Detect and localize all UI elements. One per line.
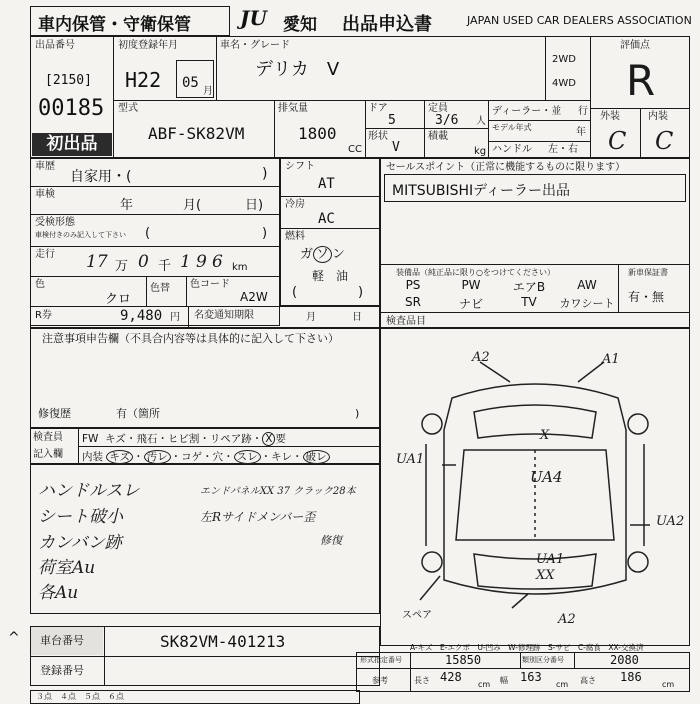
fuel-gas-text: ガ [300,247,314,262]
color-value: クロ [105,292,132,307]
registration-month-unit: 月 [203,86,213,97]
lot-sub-number: [2150] [45,73,92,88]
mark-ua4-roof: UA4 [530,468,563,486]
length-value: 428 [440,670,462,684]
mileage-man: 17 [86,252,108,272]
check-wear-circled: スレ [234,450,261,464]
repair-history-close: ) [355,407,360,420]
drive-4wd: 4WD [552,78,576,89]
sales-point-value: MITSUBISHIディーラー出品 [392,183,571,199]
tax-unit: 円 [170,312,180,323]
note-line-2: シート破小 [38,507,123,527]
mileage-label: 走行 [35,249,55,260]
length-label: 長さ [414,676,430,685]
equipment-sr: SR [405,295,421,309]
check-fw-label: FW [82,433,99,445]
mark-ua1-left: UA1 [396,452,425,467]
handle-options: 左・右 [548,144,578,155]
color-label: 色 [35,279,45,290]
registration-label: 初度登録年月 [118,40,178,51]
mark-a2-rear: A2 [558,612,576,627]
fuel-diesel: 軽 油 [312,269,349,283]
ref-label: 参考 [372,676,388,685]
check-row-fw [82,431,286,446]
equipment-aw: AW [577,278,597,292]
car-name: デリカ V [255,59,340,80]
shift-label: シフト [285,161,315,172]
model-code: ABF-SK82VM [148,124,245,143]
dealer-unit: 行 [578,106,588,117]
notice-label: 名変通知期限 [194,310,254,321]
equipment-pw: PW [461,278,481,292]
capacity-value: 3/6 [435,113,459,128]
notice-month: 月 [306,312,316,323]
equipment-leather-seat: カワシート [559,297,615,310]
load-unit: kg [474,146,487,157]
warranty-value: 有・無 [628,290,665,304]
registration-month: 05 [182,75,199,91]
shape-label: 形状 [368,131,388,142]
check-dirt-circled: 汚レ [144,450,171,464]
check-fw-end: 要 [275,433,286,445]
equipment-ps: PS [405,278,421,292]
door-count: 5 [388,113,396,128]
reception-note: 車検付きのみ記入して下さい [35,231,126,239]
class-number: 2080 [610,653,639,667]
interior-grade: C [655,127,674,155]
chassis-number: SK82VM-401213 [160,632,286,651]
warranty-label: 新車保証書 [628,268,668,277]
type-number-label: 形式指定番号 [360,656,402,664]
fuel-label: 燃料 [285,231,305,242]
history-value: 自家用・( [70,169,132,185]
check-fw-circled: X [262,432,275,446]
length-unit: cm [478,680,491,689]
note-column-label: 記入欄 [33,449,63,460]
footer-text: ３点 ４点 ５点 ６点 [36,692,124,701]
inspection-items-label: 検査品目 [386,316,426,327]
mileage-digit-2: 9 [196,252,207,272]
equipment-label: 装備品（純正品に限り○をつけてください） [396,268,555,277]
mark-xx-rear: XX [536,568,555,583]
inspector-label: 検査員 [33,432,63,443]
note-line-4: 荷室Au [38,558,96,578]
mileage-man-unit: 万 [115,259,129,274]
width-value: 163 [520,670,542,684]
height-value: 186 [620,670,642,684]
dealer-label: ディーラー・並 [492,106,562,117]
note-line-1: ハンドルスレ [38,481,140,501]
mark-a2-front: A2 [472,350,490,365]
fuel-open: ( [292,285,298,300]
top-block [30,36,690,158]
height-label: 高さ [580,676,596,685]
repair-history-value: 有（箇所 [116,407,160,420]
ac-label: 冷房 [285,199,305,210]
car-name-label: 車名・グレード [220,40,290,51]
registration-era-year: H22 [125,68,162,92]
note-right-1: エンドパネルXX 37 クラック28本 [200,486,356,497]
rating-label: 評価点 [620,40,650,51]
equipment-navi: ナビ [458,297,483,311]
height-unit: cm [662,680,675,689]
shape-value: V [392,140,400,155]
note-right-3: 修復 [320,534,342,547]
tax-label: R券 [35,310,52,321]
capacity-label: 定員 [428,103,448,114]
lot-number-label: 出品番号 [35,40,75,51]
damage-legend: A-キズ E-エクボ U-凹み W-修理跡 S-サビ C-腐食 XX-交換済 [410,643,644,652]
note-right-2: 左Rサイドメンバー歪 [200,510,316,524]
car-diagram [382,340,688,640]
displacement-label: 排気量 [278,103,308,114]
fuel-circled: ソ [313,246,332,263]
mark-ua2-right: UA2 [656,514,685,529]
shift-value: AT [318,176,335,192]
color-change-label: 色替 [150,283,170,294]
type-number: 15850 [445,653,482,667]
check-interior-label: 内装 [82,451,103,463]
margin-mark: ^ [8,630,20,646]
check-tear-circled: 破レ [303,450,330,464]
history-close: ) [262,166,268,182]
org-name: 愛知 [283,15,317,35]
ac-value: AC [318,211,335,227]
sales-point-label: セールスポイント（正常に機能するものに限ります） [386,162,626,173]
declaration-label: 注意事項申告欄（不具合内容等は具体的に記入して下さい） [42,332,339,345]
ju-logo: JU [240,6,267,30]
mileage-digit-1: 1 [180,252,191,272]
model-label: 型式 [118,103,138,114]
inspection-label: 車検 [35,189,55,200]
mark-a1-front: A1 [602,352,620,367]
inspection-year: 年 [120,198,134,213]
rating-score: R [626,56,656,105]
reception-close: ) [262,226,268,241]
mark-x-hood: X [540,428,550,443]
first-listing-badge: 初出品 [32,133,112,156]
handle-label: ハンドル [492,144,532,155]
check-interior-mid: ・コゲ・穴・ [170,451,234,463]
inspection-day: 日) [245,198,264,213]
load-label: 積載 [428,131,448,142]
fuel-close: ) [358,285,364,300]
color-code-label: 色コード [190,279,230,290]
fuel-gasoline [300,243,345,262]
note-line-3: カンバン跡 [38,533,122,553]
check-interior-cut: ・キレ・ [260,451,303,463]
plate-label: 登録番号 [40,664,84,677]
spare-tire-label: スペア [402,610,432,621]
inspection-month: 月( [183,198,202,213]
displacement-unit: CC [348,144,362,155]
interior-label: 内装 [648,111,668,122]
mileage-digit-3: 6 [212,252,223,272]
tax-value: 9,480 [120,308,163,324]
width-label: 幅 [500,676,508,685]
class-number-label: 類別区分番号 [522,656,564,664]
capacity-unit: 人 [476,116,486,127]
lot-number: 00185 [38,96,105,121]
door-label: ドア [368,103,388,114]
equipment-tv: TV [521,295,537,309]
model-year-unit: 年 [576,127,586,138]
displacement-value: 1800 [298,124,337,143]
check-fw-items: キズ・飛石・ヒビ割・リペア跡・ [105,433,263,445]
color-code: A2W [240,290,268,304]
check-scratch-circled: キズ [106,450,133,464]
drive-2wd: 2WD [552,54,576,65]
association-name: JAPAN USED CAR DEALERS ASSOCIATION [467,14,692,27]
mileage-sen-unit: 千 [158,259,172,274]
storage-title: 車内保管・守衛保管 [38,15,191,35]
mileage-sen: 0 [138,252,149,272]
equipment-grid [384,278,616,312]
notice-day: 日 [352,312,362,323]
form-title: 出品申込書 [342,14,432,35]
exterior-grade: C [608,127,627,155]
equipment-airbag: エアB [512,280,546,294]
note-line-5: 各Au [38,583,79,603]
check-row-interior: 内装 キズ ・ 汚レ ・コゲ・穴・ スレ ・キレ・ 破レ [82,449,330,464]
exterior-label: 外装 [600,111,620,122]
repair-history-label: 修復歴 [38,407,71,420]
history-label: 車歴 [35,161,55,172]
model-year-label: モデル年式 [492,123,532,132]
width-unit: cm [556,680,569,689]
reception-open: ( [145,226,151,241]
fuel-line-text: ン [332,247,346,262]
reception-label: 受検形態 [35,217,75,228]
chassis-label: 車台番号 [40,634,84,647]
mark-ua1-rear: UA1 [536,552,565,567]
mileage-unit: km [232,262,248,273]
